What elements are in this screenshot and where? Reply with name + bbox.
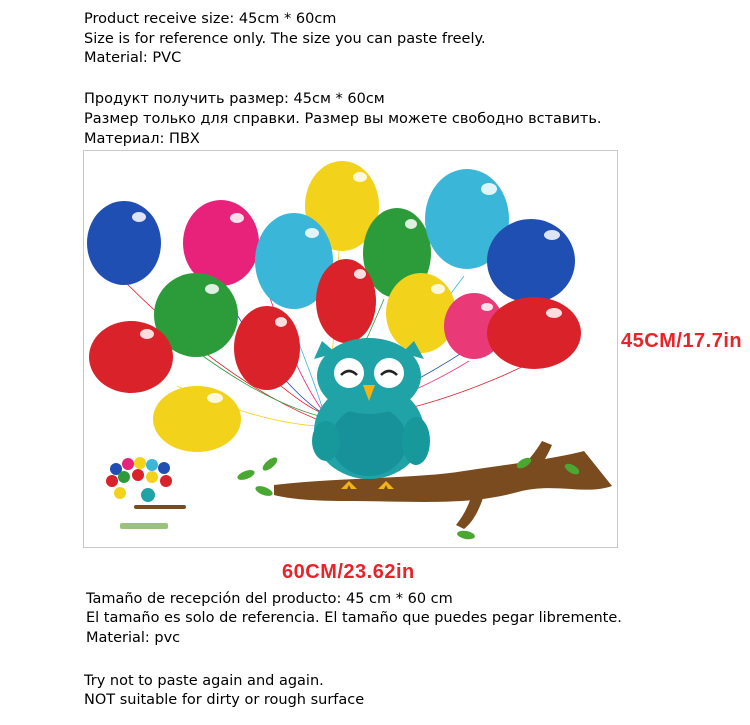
width-dimension-label: 60CM/23.62in (282, 561, 415, 583)
english-material-text: Material: PVC (84, 50, 182, 66)
balloon-blue-right (487, 219, 575, 303)
surface-warning-text: NOT suitable for dirty or rough surface (84, 692, 365, 708)
height-dimension-label: 45CM/17.7in (621, 330, 743, 352)
owl-balloon-illustration (84, 151, 619, 549)
english-reference-text: Size is for reference only. The size you can paste freely. (84, 31, 486, 47)
russian-reference-text: Размер только для справки. Размер вы можете свободно вставить. (84, 111, 602, 127)
product-image-frame (83, 150, 618, 548)
balloon-red-left (89, 321, 173, 393)
spanish-reference-text: El tamaño es solo de referencia. El tamaño que puedes pegar libremente. (86, 610, 622, 626)
thumbnail-preview (106, 457, 186, 529)
spanish-material-text: Material: pvc (86, 630, 181, 646)
russian-material-text: Материал: ПВХ (84, 131, 200, 147)
balloon-blue-left (87, 201, 161, 285)
english-size-text: Product receive size: 45cm * 60cm (84, 11, 337, 27)
balloon-red-right (487, 297, 581, 369)
paste-warning-text: Try not to paste again and again. (84, 673, 324, 689)
balloon-yellow-right (386, 273, 456, 353)
russian-size-text: Продукт получить размер: 45см * 60см (84, 91, 385, 107)
spanish-size-text: Tamaño de recepción del producto: 45 cm * 60 cm (86, 591, 453, 607)
balloon-yellow-bottom (153, 386, 241, 452)
balloon-red-mid (234, 306, 300, 390)
owl (312, 338, 430, 489)
balloon-red-center (316, 259, 376, 343)
